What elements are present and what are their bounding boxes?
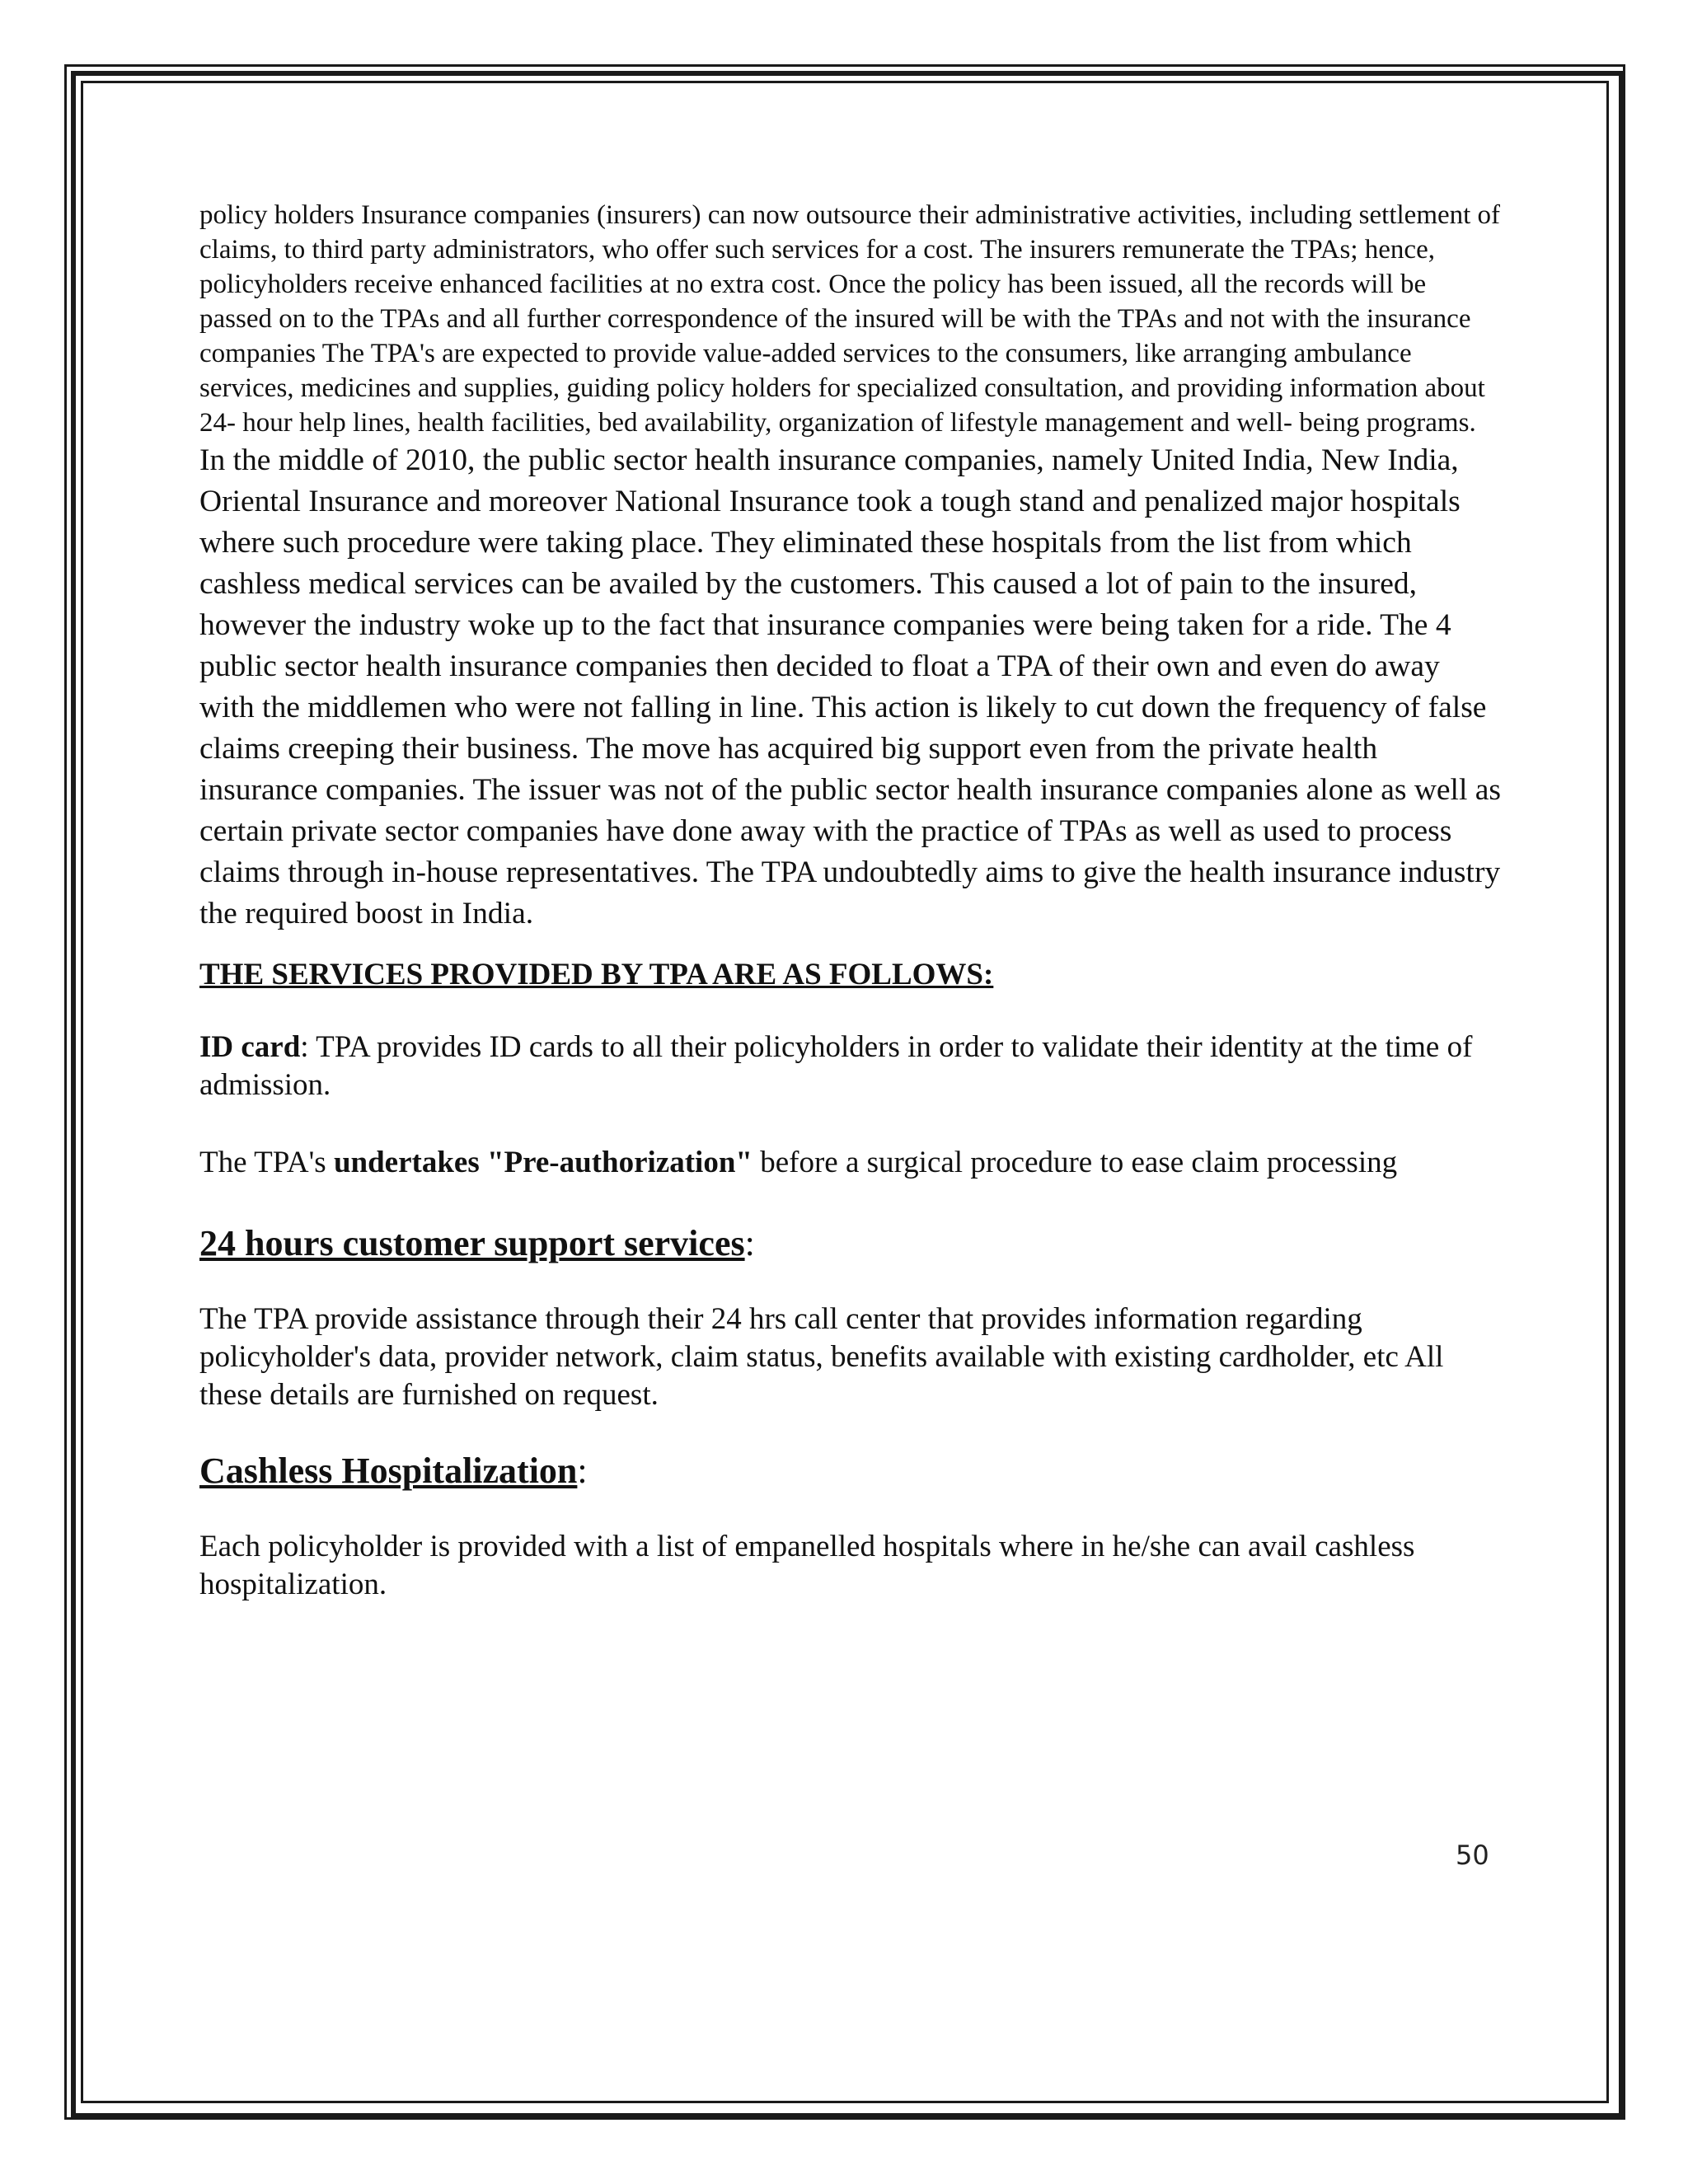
page-content xyxy=(199,198,1502,1604)
id-card-text: : TPA provides ID cards to all their policyholders in order to validate their identity at the time of admission. xyxy=(199,1030,1473,1102)
cashless-paragraph: Each policyholder is provided with a list of empanelled hospitals where in he/she can avail cashless hospitalization. xyxy=(199,1530,1415,1601)
services-heading: THE SERVICES PROVIDED BY TPA ARE AS FOLLOWS: xyxy=(199,958,994,991)
support-heading xyxy=(199,1221,1502,1266)
cashless-heading-text: Cashless Hospitalization xyxy=(199,1451,578,1491)
preauth-suffix: before a surgical procedure to ease claim processing xyxy=(752,1146,1398,1179)
preauth-paragraph xyxy=(199,1144,1502,1182)
support-heading-colon: : xyxy=(744,1223,755,1263)
intro-paragraph: policy holders Insurance companies (insurers) can now outsource their administrative activities, including settlement of claims, to third party administrators, who offer such services for a cost. The insurers remunerate the TPAs; hence, policyholders receive enhanced facilities at no extra cost. Once the policy has been issued, all the records will be passed on to the TPAs and all further correspondence of the insured will be with the TPAs and not with the insurance companies The TPA's are expected to provide value-added services to the consumers, like arranging ambulance services, medicines and supplies, guiding policy holders for specialized consultation, and providing information about 24- hour help lines, health facilities, bed availability, organization of lifestyle management and well- being programs. xyxy=(199,200,1501,438)
page-number: 50 xyxy=(1456,1840,1489,1871)
cashless-heading-colon: : xyxy=(577,1451,588,1491)
preauth-bold: undertakes "Pre-authorization" xyxy=(333,1146,753,1179)
history-paragraph: In the middle of 2010, the public sector health insurance companies, namely United India, New India, Oriental Insurance and moreover National Insurance took a tough stand and penalized major hospitals where such procedure were taking place. They eliminated these hospitals from the list from which cashless medical services can be availed by the customers. This caused a lot of pain to the insured, however the industry woke up to the fact that insurance companies were being taken for a ride. The 4 public sector health insurance companies then decided to float a TPA of their own and even do away with the middlemen who were not falling in line. This action is likely to cut down the frequency of false claims creeping their business. The move has acquired big support even from the private health insurance companies. The issuer was not of the public sector health insurance companies alone as well as certain private sector companies have done away with the practice of TPAs as well as used to process claims through in-house representatives. The TPA undoubtedly aims to give the health insurance industry the required boost in India. xyxy=(199,443,1502,930)
id-card-label: ID card xyxy=(199,1030,301,1064)
id-card-paragraph xyxy=(199,1029,1502,1104)
support-paragraph: The TPA provide assistance through their 24 hrs call center that provides information regarding policyholder's data, provider network, claim status, benefits available with existing cardholder, etc All these details are furnished on request. xyxy=(199,1302,1444,1412)
preauth-prefix: The TPA's xyxy=(199,1146,334,1179)
support-heading-text: 24 hours customer support services xyxy=(199,1223,745,1263)
cashless-heading xyxy=(199,1449,1502,1493)
